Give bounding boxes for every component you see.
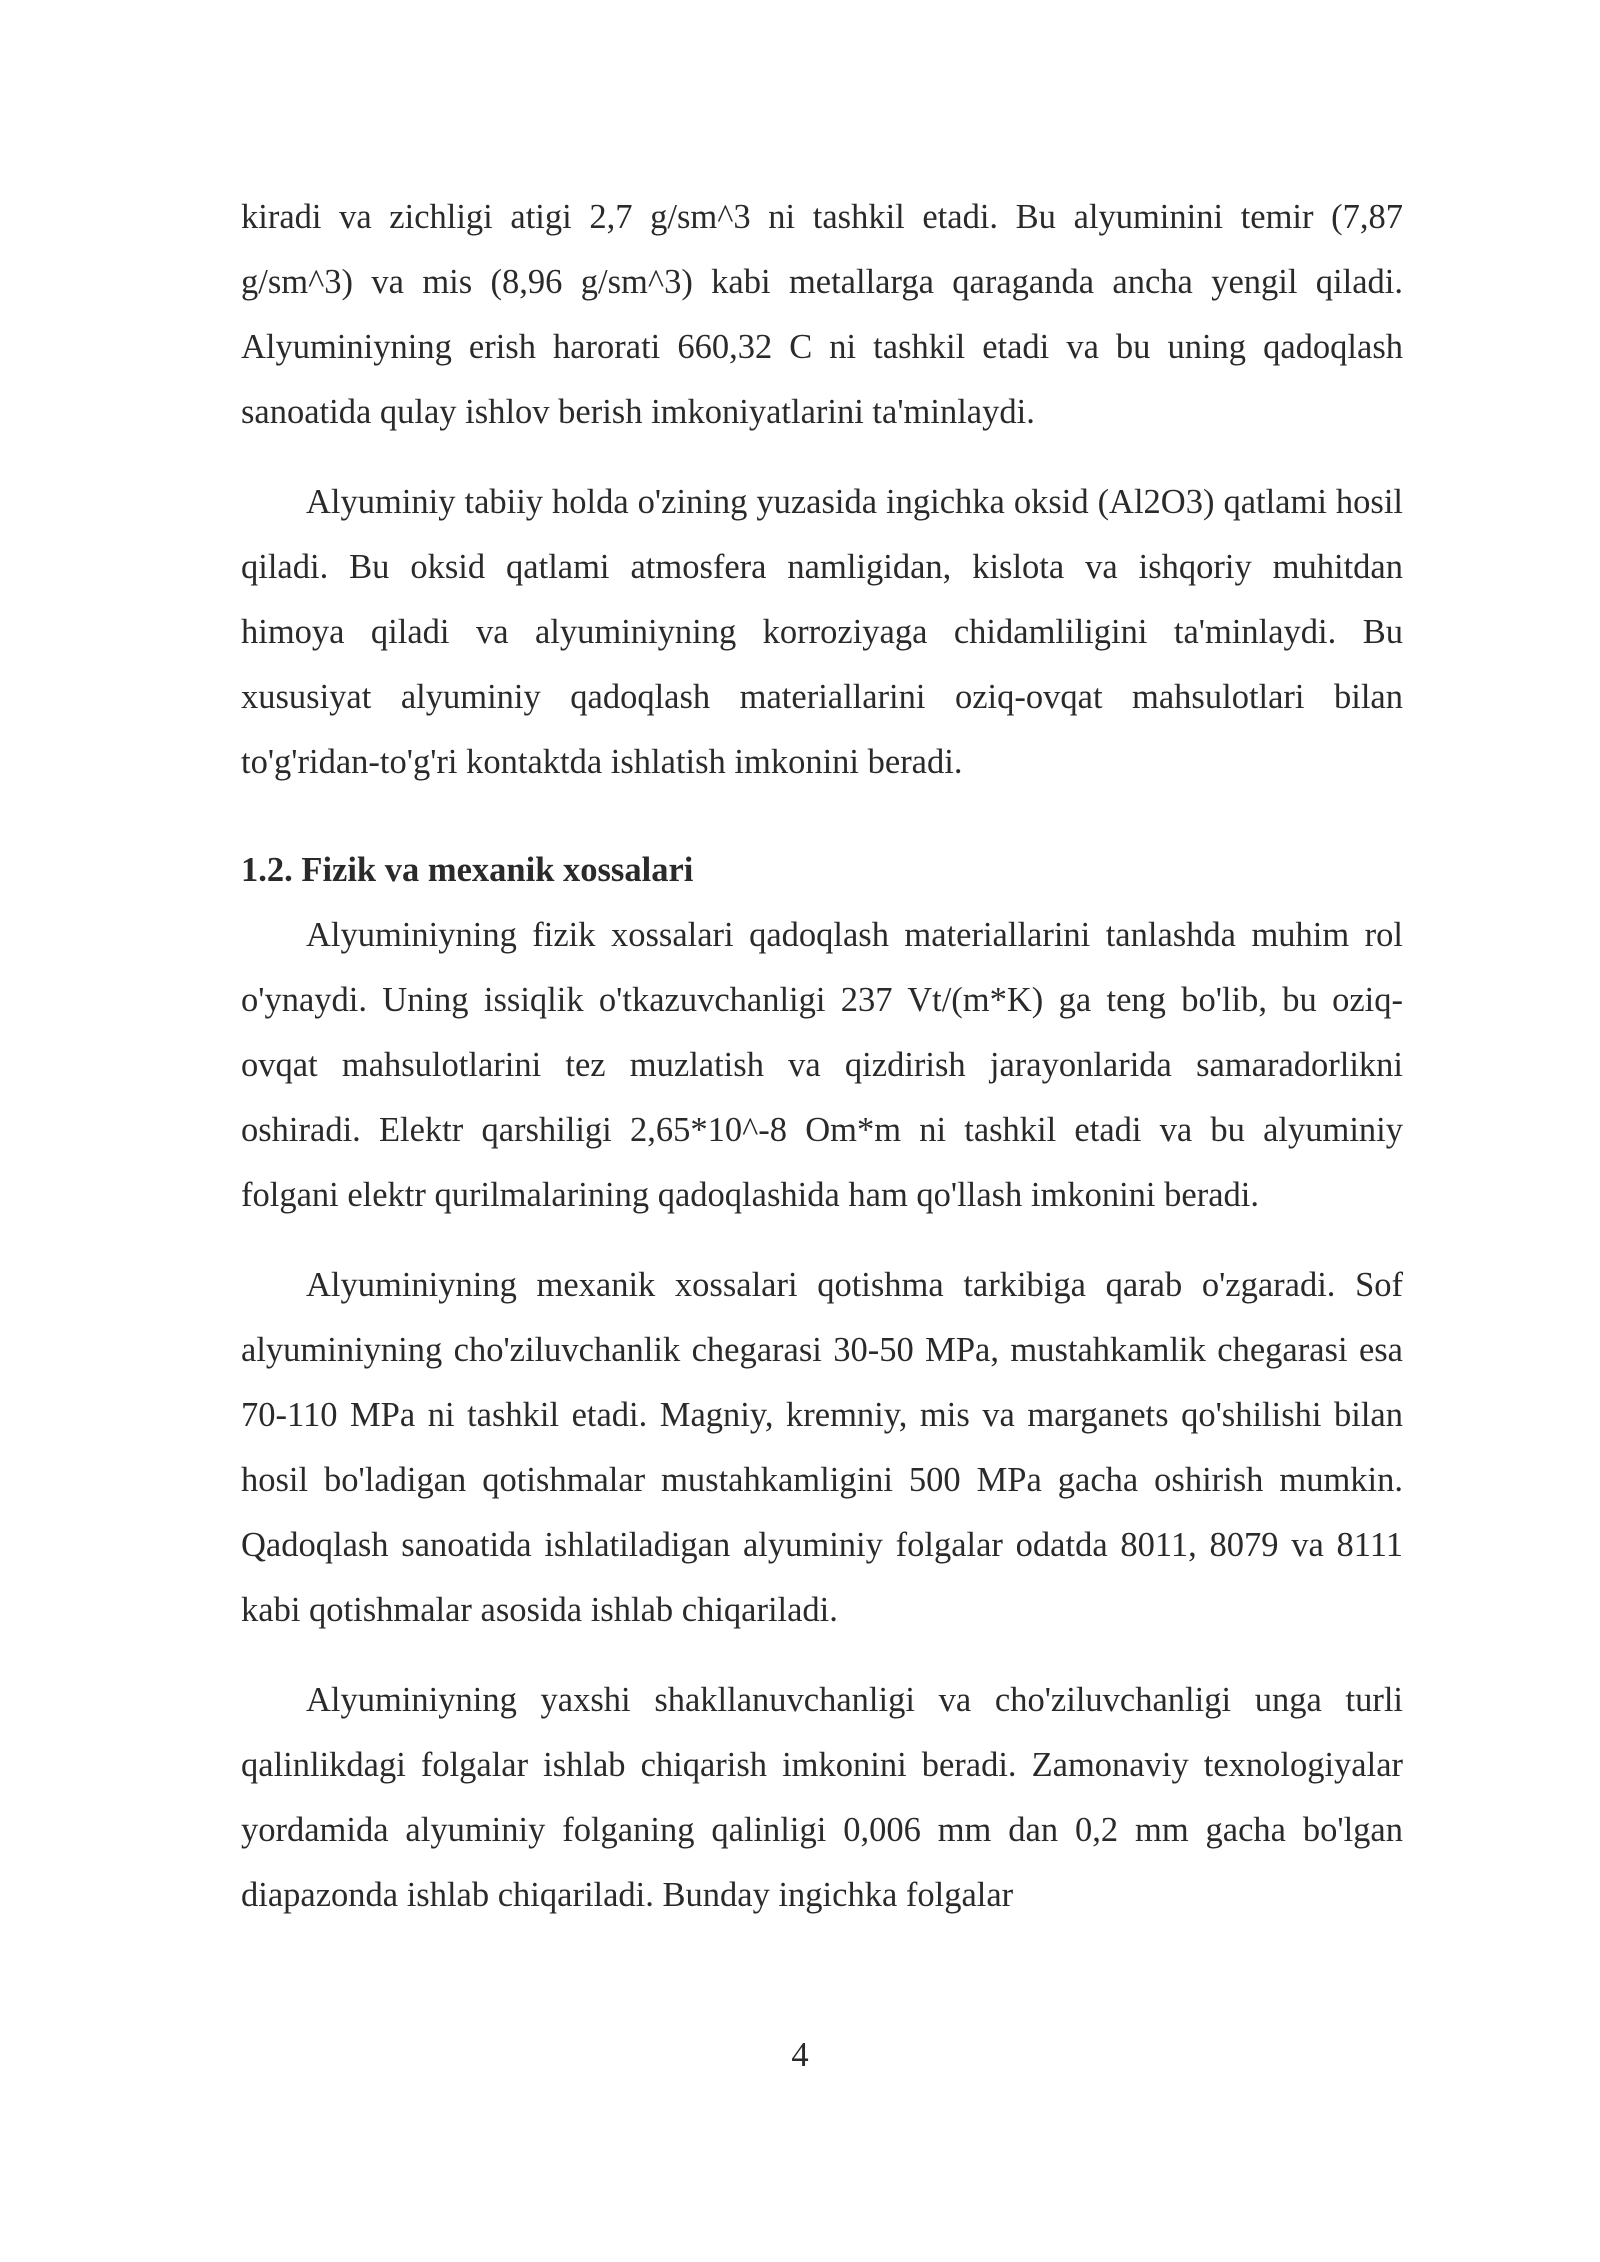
paragraph-mechanical-properties: Alyuminiyning mexanik xossalari qotishma tarkibiga qarab o'zgaradi. Sof alyuminiyning cho'ziluvchanlik chegarasi 30-50 MPa, mustahkamlik chegarasi esa 70-110 MPa ni tashkil etadi. Magniy, kremniy, mis va marganets qo'shilishi bilan hosil bo'ladigan qotishmalar mustahkamligini 500 MPa gacha oshirish mumkin. Qadoqlash sanoatida ishlatiladigan alyuminiy folgalar odatda 8011, 8079 va 8111 kabi qotishmalar asosida ishlab chiqariladi. (241, 1266, 1403, 1629)
paragraph-gap (241, 1643, 1403, 1668)
paragraph-oxide-layer: Alyuminiy tabiiy holda o'zining yuzasida ingichka oksid (Al2O3) qatlami hosil qiladi. Bu oksid qatlami atmosfera namligidan, kislota va ishqoriy muhitdan himoya qiladi va alyuminiyning korroziyaga chidamliligini ta'minlaydi. Bu xususiyat alyuminiy qadoqlash materiallarini oziq-ovqat mahsulotlari bilan to'g'ridan-to'g'ri kontaktda ishlatish imkonini beradi. (241, 483, 1403, 781)
page-body (241, 185, 1403, 1928)
paragraph-formability: Alyuminiyning yaxshi shakllanuvchanligi va cho'ziluvchanligi unga turli qalinlikdagi folgalar ishlab chiqarish imkonini beradi. Zamonaviy texnologiyalar yordamida alyuminiy folganing qalinligi 0,006 mm dan 0,2 mm gacha bo'lgan diapazonda ishlab chiqariladi. Bunday ingichka folgalar (241, 1681, 1403, 1914)
page-number: 4 (791, 2036, 809, 2074)
paragraph-gap (241, 445, 1403, 470)
paragraph-density: kiradi va zichligi atigi 2,7 g/sm^3 ni tashkil etadi. Bu alyuminini temir (7,87 g/sm^3) va mis (8,96 g/sm^3) kabi metallarga qaraganda ancha yengil qiladi. Alyuminiyning erish harorati 660,32 C ni tashkil etadi va bu uning qadoqlash sanoatida qulay ishlov berish imkoniyatlarini ta'minlaydi. (241, 198, 1403, 431)
section-heading: 1.2. Fizik va mexanik xossalari (241, 851, 694, 889)
paragraph-gap (241, 795, 1403, 820)
paragraph-gap (241, 1228, 1403, 1253)
paragraph-physical-properties: Alyuminiyning fizik xossalari qadoqlash materiallarini tanlashda muhim rol o'ynaydi. Uning issiqlik o'tkazuvchanligi 237 Vt/(m*K) ga teng bo'lib, bu oziq-ovqat mahsulotlarini tez muzlatish va qizdirish jarayonlarida samaradorlikni oshiradi. Elektr qarshiligi 2,65*10^-8 Om*m ni tashkil etadi va bu alyuminiy folgani elektr qurilmalarining qadoqlashida ham qo'llash imkonini beradi. (241, 916, 1403, 1214)
